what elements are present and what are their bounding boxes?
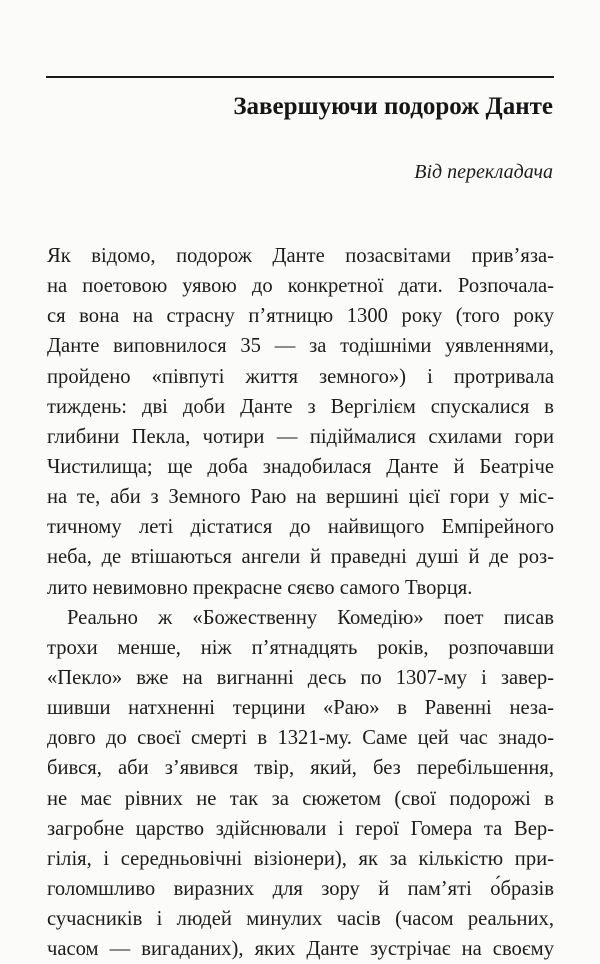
text-line: не має рівних не так за сюжетом (свої подорожі в: [47, 787, 554, 810]
text-line: Данте виповнилося 35 — за тодішніми уявленнями,: [47, 335, 554, 358]
text-line: ся вона на страсну п’ятницю 1300 року (того року: [47, 305, 554, 328]
text-line: тиждень: дві доби Данте з Вергілієм спускалися в: [47, 395, 554, 418]
text-line: пройдено «півпуті життя земного») і протривала: [47, 365, 554, 388]
top-rule: [46, 76, 554, 78]
text-line: сучасників і людей минулих часів (часом реальних,: [47, 908, 554, 931]
chapter-subtitle: Від перекладача: [414, 161, 553, 183]
text-line: на те, аби з Земного Раю на вершині цієї гори у міс-: [47, 486, 554, 509]
text-line: часом — вигаданих), яких Данте зустрічає на своєму: [47, 938, 554, 961]
text-line: бився, аби з’явився твір, який, без перебільшення,: [47, 757, 554, 780]
text-line: трохи менше, ніж п’ятнадцять років, розпочавши: [47, 636, 554, 659]
chapter-title: Завершуючи подорож Данте: [233, 93, 553, 120]
text-line: Реально ж «Божественну Комедію» поет писав: [67, 606, 554, 629]
text-line: голомшливо виразних для зору й пам’яті о́бразів: [47, 877, 554, 900]
text-line: «Пекло» вже на вигнанні десь по 1307-му і завер-: [47, 666, 554, 689]
text-line: довго до своєї смерті в 1321-му. Саме цей час знадо-: [47, 727, 554, 750]
text-line: лито невимовно прекрасне сяєво самого Творця.: [47, 576, 473, 599]
text-line: неба, де втішаються ангели й праведні душі й де роз-: [47, 546, 554, 569]
text-line: Як відомо, подорож Данте позасвітами прив’яза-: [47, 245, 554, 267]
text-line: тичному леті дістатися до найвищого Емпірейного: [47, 516, 554, 539]
text-line: гілія, і середньовічні візіонери), як за кількістю при-: [47, 847, 554, 870]
text-line: Чистилища; ще доба знадобилася Данте й Беатріче: [47, 455, 554, 478]
text-line: глибини Пекла, чотири — підіймалися схилами гори: [47, 425, 554, 448]
text-line: загробне царство здійснювали і герої Гомера та Вер-: [47, 817, 554, 840]
text-line: шивши натхненні терцини «Раю» в Равенні неза-: [47, 697, 554, 720]
body-text: [47, 241, 554, 964]
text-line: на поетовою уявою до конкретної дати. Розпочала-: [47, 275, 554, 298]
